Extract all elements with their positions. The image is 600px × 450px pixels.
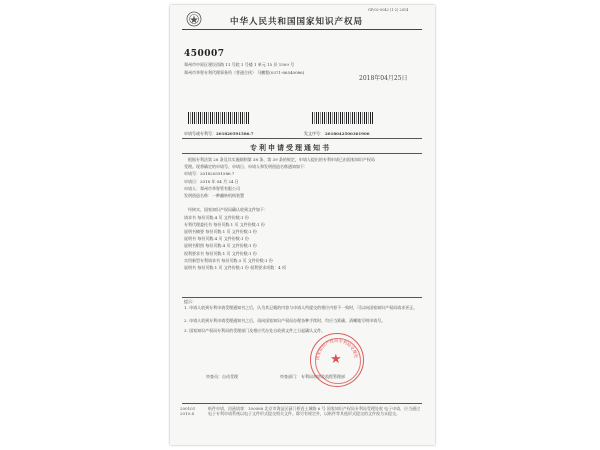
notes-divider bbox=[182, 297, 422, 298]
body-line: 说明书 每份页数:4 页 文件份数:1 份 bbox=[184, 236, 249, 242]
body-line: 发明创造名称：一种翻转机构装置 bbox=[184, 193, 244, 198]
application-no: 201820591586.7 bbox=[216, 131, 254, 136]
reviewer-label: 审查员： bbox=[206, 374, 222, 379]
recipient-postcode: 450007 bbox=[184, 49, 225, 59]
body-line: 申请日：2018 年 04 月 24 日 bbox=[184, 178, 239, 184]
header-divider bbox=[182, 29, 422, 30]
footer-divider bbox=[182, 403, 422, 404]
seal-text: 国家知识产权局专利局受理处 bbox=[314, 337, 359, 361]
recipient-address-line1: 郑州市中原区建设西路 11 号院 1 号楼 1 单元 15 层 1509 号 bbox=[184, 62, 295, 67]
reviewer-name: 自动受理 bbox=[222, 374, 238, 379]
patent-office-emblem-icon bbox=[186, 11, 202, 27]
footer-address: 纸件申请，回函请寄：100088 北京市海淀区蓟门桥西土城路 6 号 国家知识产权局专利局受理处收 电子申请，应当通过电子专利申请系统以电子文件形式提交相关文件。除另有规定外，以纸件等其他形式提交的文件视为未提交。 bbox=[208, 406, 421, 416]
issue-date: 2018年04月25日 bbox=[359, 75, 408, 82]
application-no-label: 申请号或专利号： bbox=[184, 131, 216, 136]
body-line: 申请人：郑州市华智管有限公司 bbox=[184, 185, 240, 191]
dept-name: 专利局初审及流程管理部 bbox=[301, 374, 345, 379]
body-line: 经核实，国家知识产权局确认收到文件如下： bbox=[188, 207, 268, 213]
official-seal: ★ 国家知识产权局专利局受理处 bbox=[310, 333, 364, 387]
dept-label: 审查部门： bbox=[280, 374, 300, 379]
reference-divider bbox=[182, 138, 422, 139]
note-item: 1. 申请人收到专利申请受理通知书之后，认为其记载的内容与申请人所提交的相应内容不一致时，可以向国家知识产权局请求更正。 bbox=[184, 305, 418, 310]
body-line: 说明书附图 每份页数:4 页 文件份数:1 份 bbox=[184, 243, 257, 249]
body-line: 说明书摘要 每份页数:1 页 文件份数:1 份 bbox=[184, 229, 257, 234]
notice-title: 专利申请受理通知书 bbox=[250, 143, 331, 152]
note-item: 3. 国家知识产权局专利局的受理部门及相应代办处自收到文件之日起确认文件。 bbox=[184, 328, 326, 333]
body-line: 根据专利法第 28 条及其实施细则第 38 条、第 39 条的规定，申请人提出的专利申请已由国家知识产权局 bbox=[188, 157, 375, 162]
application-barcode bbox=[188, 112, 250, 124]
recipient-address-line2: 郑州市华智专利代理事务所（普通合伙） 马鹏程(0371-86540086) bbox=[184, 70, 305, 75]
body-line: 专利代理委托书 每份页数:1 页 文件份数:1 份 bbox=[184, 221, 265, 227]
body-line: 请求书 每份页数:4 页 文件份数:1 份 bbox=[184, 214, 249, 220]
document-no: 2018042500361900 bbox=[325, 131, 370, 136]
body-line: 权利要求书 每份页数:1 页 文件份数:1 份 bbox=[184, 250, 257, 256]
footer-form-no: 200101 2010.4 bbox=[180, 406, 196, 416]
title-divider bbox=[182, 153, 422, 154]
note-item: 2. 申请人收到专利申请受理通知书之后，再向国家知识产权局办理各种手续时，均应当准确、清晰地写明申请号。 bbox=[184, 318, 386, 323]
document-no-label: 发文序号： bbox=[304, 131, 324, 136]
body-line: 申请号：201820591586.7 bbox=[184, 171, 235, 177]
notes-label: 提示： bbox=[184, 299, 196, 304]
body-line: 受理。现将确定的申请号、申请日、申请人和发明创造名称通知如下： bbox=[184, 164, 308, 170]
body-line: 说明书 每份页数:1 页 文件份数:1 份 权利要求项数：4 项 bbox=[184, 265, 286, 270]
document-barcode bbox=[312, 112, 374, 124]
scanned-document bbox=[170, 5, 435, 445]
body-line: 实用新型专利请求书 每份页数:3 页 文件份数:1 份 bbox=[184, 257, 273, 263]
form-code: GP/02-0042 (1-2) 2014 bbox=[368, 8, 409, 12]
svg-text:国家知识产权局专利局受理处 bbox=[314, 337, 360, 360]
header-title: 中华人民共和国国家知识产权局 bbox=[230, 17, 364, 27]
